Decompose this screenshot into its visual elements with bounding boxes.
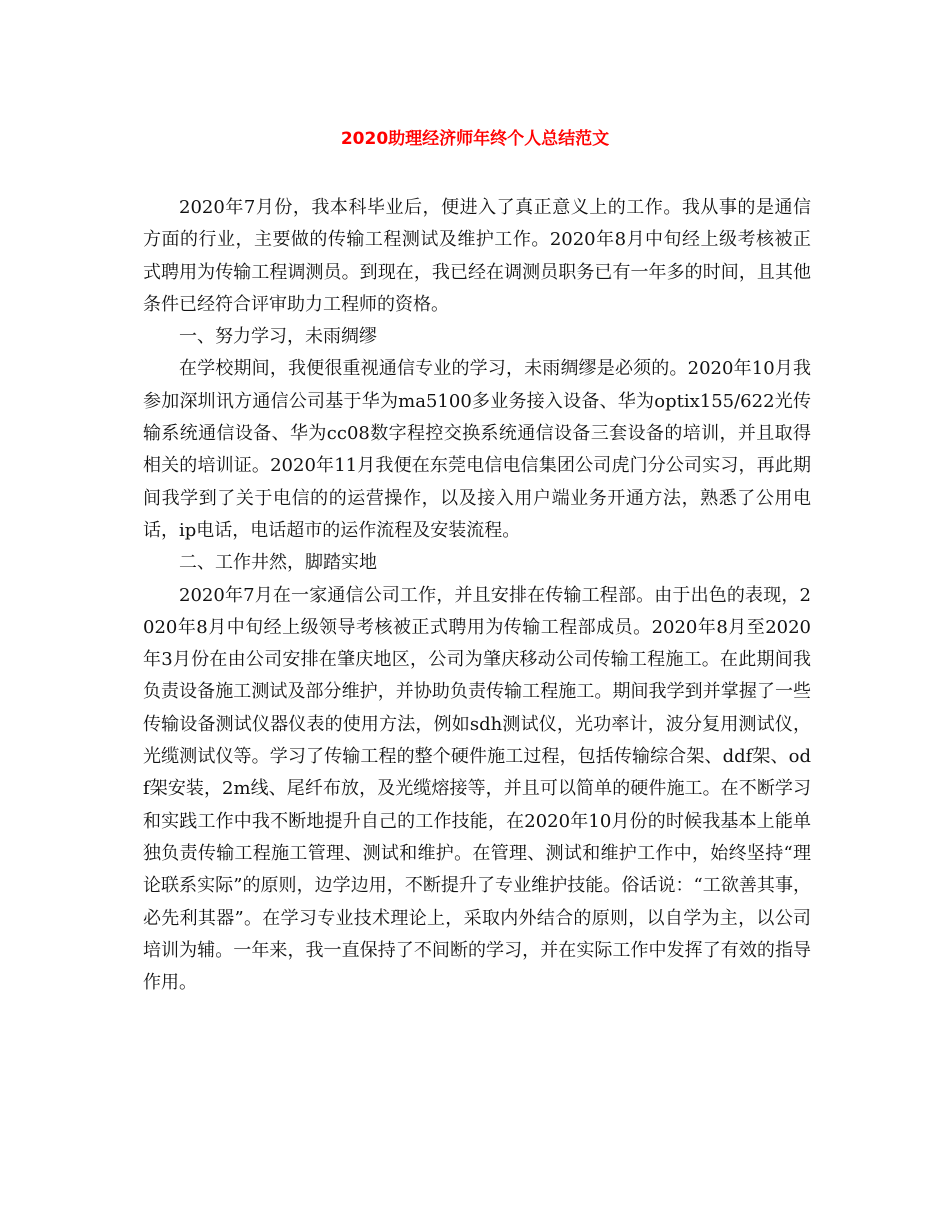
paragraph-study: 在学校期间，我便很重视通信专业的学习，未雨绸缪是必须的。2020年10月我参加深圳讯方通信公司基于华为ma5100多业务接入设备、华为optix155/622光传输系统通信设备、华为cc08数字程控交换系统通信设备三套设备的培训，并且取得相关的培训证。2020年11月我便在东莞电信电信集团公司虎门分公司实习，再此期间我学到了关于电信的的运营操作，以及接入用户端业务开通方法，熟悉了公用电话，ip电话，电话超市的运作流程及安装流程。 — [143, 358, 811, 541]
paragraph-intro: 2020年7月份，我本科毕业后，便进入了真正意义上的工作。我从事的是通信方面的行业，主要做的传输工程测试及维护工作。2020年8月中旬经上级考核被正式聘用为传输工程调测员。到现在，我已经在调测员职务已有一年多的时间，且其他条件已经符合评审助力工程师的资格。 — [143, 197, 811, 315]
section-heading-1: 一、努力学习，未雨绸缪 — [179, 326, 377, 348]
paragraph-work: 2020年7月在一家通信公司工作，并且安排在传输工程部。由于出色的表现，2020年8月中旬经上级领导考核被正式聘用为传输工程部成员。2020年8月至2020年3月份在由公司安排在肇庆地区，公司为肇庆移动公司传输工程施工。在此期间我负责设备施工测试及部分维护，并协助负责传输工程施工。期间我学到并掌握了一些传输设备测试仪器仪表的使用方法，例如sdh测试仪，光功率计，波分复用测试仪，光缆测试仪等。学习了传输工程的整个硬件施工过程，包括传输综合架、ddf架、odf架安装，2m线、尾纤布放，及光缆熔接等，并且可以简单的硬件施工。在不断学习和实践工作中我不断地提升自己的工作技能，在2020年10月份的时候我基本上能单独负责传输工程施工管理、测试和维护。在管理、测试和维护工作中，始终坚持“理论联系实际”的原则，边学边用，不断提升了专业维护技能。俗话说：“工欲善其事，必先利其器”。在学习专业技术理论上，采取内外结合的原则，以自学为主，以公司培训为辅。一年来，我一直保持了不间断的学习，并在实际工作中发挥了有效的指导作用。 — [143, 584, 811, 994]
document-title: 2020助理经济师年终个人总结范文 — [340, 129, 610, 149]
document-body — [143, 192, 811, 999]
section-heading-2: 二、工作井然，脚踏实地 — [179, 552, 377, 574]
